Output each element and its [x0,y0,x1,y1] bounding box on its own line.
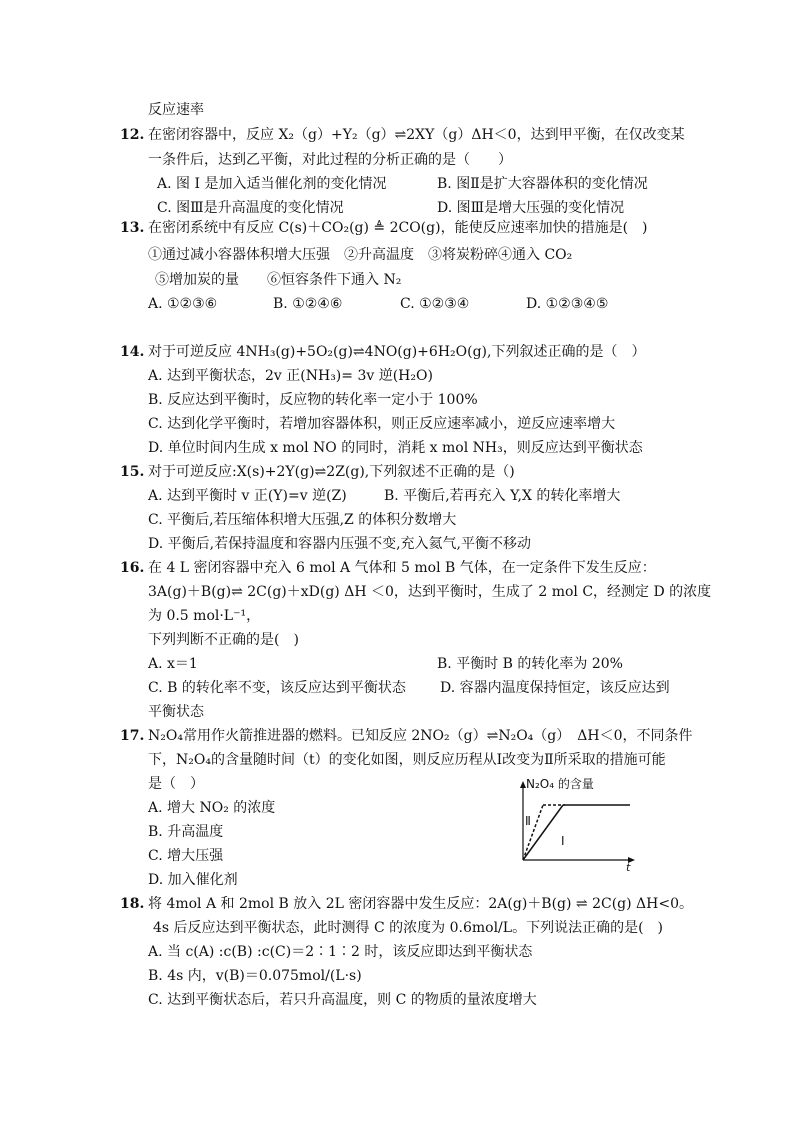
question-16-option-b: B. 平衡时 B 的转化率为 20% [437,656,623,672]
question-18-stem-cont: 4s 后反应达到平衡状态，此时测得 C 的浓度为 0.6mol/L。下列说法正确的是( ) [153,920,663,936]
question-16-option-a: A. x＝1 [148,656,198,672]
question-16-option-d-cont: 平衡状态 [148,704,204,720]
question-13-option-d: D. ①②③④⑤ [526,296,609,312]
question-number-18: 18. [120,896,145,912]
question-13-items-1: ①通过减小容器体积增大压强 ②升高温度 ③将炭粉碎④通入 CO₂ [148,247,573,263]
question-15-option-b: B. 平衡后,若再充入 Y,X 的转化率增大 [384,488,621,504]
question-18-stem: 将 4mol A 和 2mol B 放入 2L 密闭容器中发生反应：2A(g)＋B(g) ⇌ 2C(g) ΔH<0。 [148,896,694,912]
question-15-option-a: A. 达到平衡时 v 正(Y)=v 逆(Z) [148,488,347,504]
question-13-stem: 在密闭系统中有反应 C(s)＋CO₂(g) ≜ 2CO(g)，能使反应速率加快的措施是( ) [148,220,648,236]
question-17-option-a: A. 增大 NO₂ 的浓度 [148,800,276,816]
question-14-option-b: B. 反应达到平衡时，反应物的转化率一定小于 100% [148,392,478,408]
question-13-option-c: C. ①②③④ [400,296,470,312]
question-17-option-d: D. 加入催化剂 [148,872,238,888]
question-13-option-a: A. ①②③⑥ [148,296,218,312]
question-14-option-c: C. 达到化学平衡时，若增加容器体积，则正反应速率减小，逆反应速率增大 [148,416,616,432]
question-14-option-a: A. 达到平衡状态，2v 正(NH₃)= 3v 逆(H₂O) [148,368,433,384]
question-17-stem: N₂O₄常用作火箭推进器的燃料。已知反应 2NO₂（g）⇌N₂O₄（g） ΔH＜0，不同条件 [148,728,693,744]
continued-text: 反应速率 [148,102,204,118]
question-12-stem: 在密闭容器中，反应 X₂（g）+Y₂（g）⇌2XY（g）ΔH＜0，达到甲平衡，在仅改变某 [148,127,685,143]
curve-2-label: Ⅱ [525,814,531,828]
question-number-15: 15. [120,464,145,480]
question-16-option-c: C. B 的转化率不变，该反应达到平衡状态 [148,680,406,696]
question-number-14: 14. [120,344,145,360]
question-number-16: 16. [120,560,145,576]
question-number-12: 12. [120,127,145,143]
question-13-option-b: B. ①②④⑥ [273,296,343,312]
question-15-option-d: D. 平衡后,若保持温度和容器内压强不变,充入氦气,平衡不移动 [148,536,531,552]
question-18-option-c: C. 达到平衡状态后，若只升高温度，则 C 的物质的量浓度增大 [148,992,537,1008]
question-18-option-a: A. 当 c(A) :c(B) :c(C)＝2∶1∶2 时，该反应即达到平衡状态 [148,944,533,960]
question-17-option-b: B. 升高温度 [148,824,224,840]
question-12-option-c: C. 图Ⅲ是升高温度的变化情况 [157,200,344,216]
question-16-equation: 3A(g)＋B(g)⇌ 2C(g)＋xD(g) ΔH ＜0，达到平衡时，生成了 2 mol C，经测定 D 的浓度 [148,584,712,600]
question-number-13: 13. [120,220,145,236]
curve-1-label: Ⅰ [561,834,565,848]
figure-y-label: N₂O₄ 的含量 [526,777,594,791]
question-18-option-b: B. 4s 内，v(B)＝0.075mol/(L·s) [148,968,362,984]
question-17-prompt: 是（ ） [148,776,204,792]
question-14-stem: 对于可逆反应 4NH₃(g)+5O₂(g)⇌4NO(g)+6H₂O(g),下列叙述正确的是（ ） [148,344,646,360]
question-13-items-2: ⑤增加炭的量 ⑥恒容条件下通入 N₂ [155,272,402,288]
question-17-stem-cont: 下，N₂O₄的含量随时间（t）的变化如图，则反应历程从Ⅰ改变为Ⅱ所采取的措施可能 [148,752,666,768]
question-16-prompt: 下列判断不正确的是( ) [148,632,299,648]
question-14-option-d: D. 单位时间内生成 x mol NO 的同时，消耗 x mol NH₃，则反应达到平衡状态 [148,440,643,456]
question-15-stem: 对于可逆反应:X(s)+2Y(g)⇌2Z(g),下列叙述不正确的是（) [148,464,515,480]
question-12-option-d: D. 图Ⅲ是增大压强的变化情况 [437,200,625,216]
question-17-option-c: C. 增大压强 [148,848,224,864]
n2o4-content-figure [505,773,640,873]
figure-x-label: t [626,861,631,873]
question-16-stem-cont: 为 0.5 mol·L⁻¹， [148,608,261,624]
question-number-17: 17. [120,728,145,744]
question-16-stem: 在 4 L 密闭容器中充入 6 mol A 气体和 5 mol B 气体，在一定条件下发生反应： [148,560,656,576]
question-12-option-a: A. 图 I 是加入适当催化剂的变化情况 [157,176,387,192]
question-16-option-d: D. 容器内温度保持恒定，该反应达到 [440,680,670,696]
question-12-stem-cont: 一条件后，达到乙平衡，对此过程的分析正确的是（ ） [148,152,512,168]
question-12-option-b: B. 图Ⅱ是扩大容器体积的变化情况 [437,176,648,192]
question-15-option-c: C. 平衡后,若压缩体积增大压强,Z 的体积分数增大 [148,512,457,528]
